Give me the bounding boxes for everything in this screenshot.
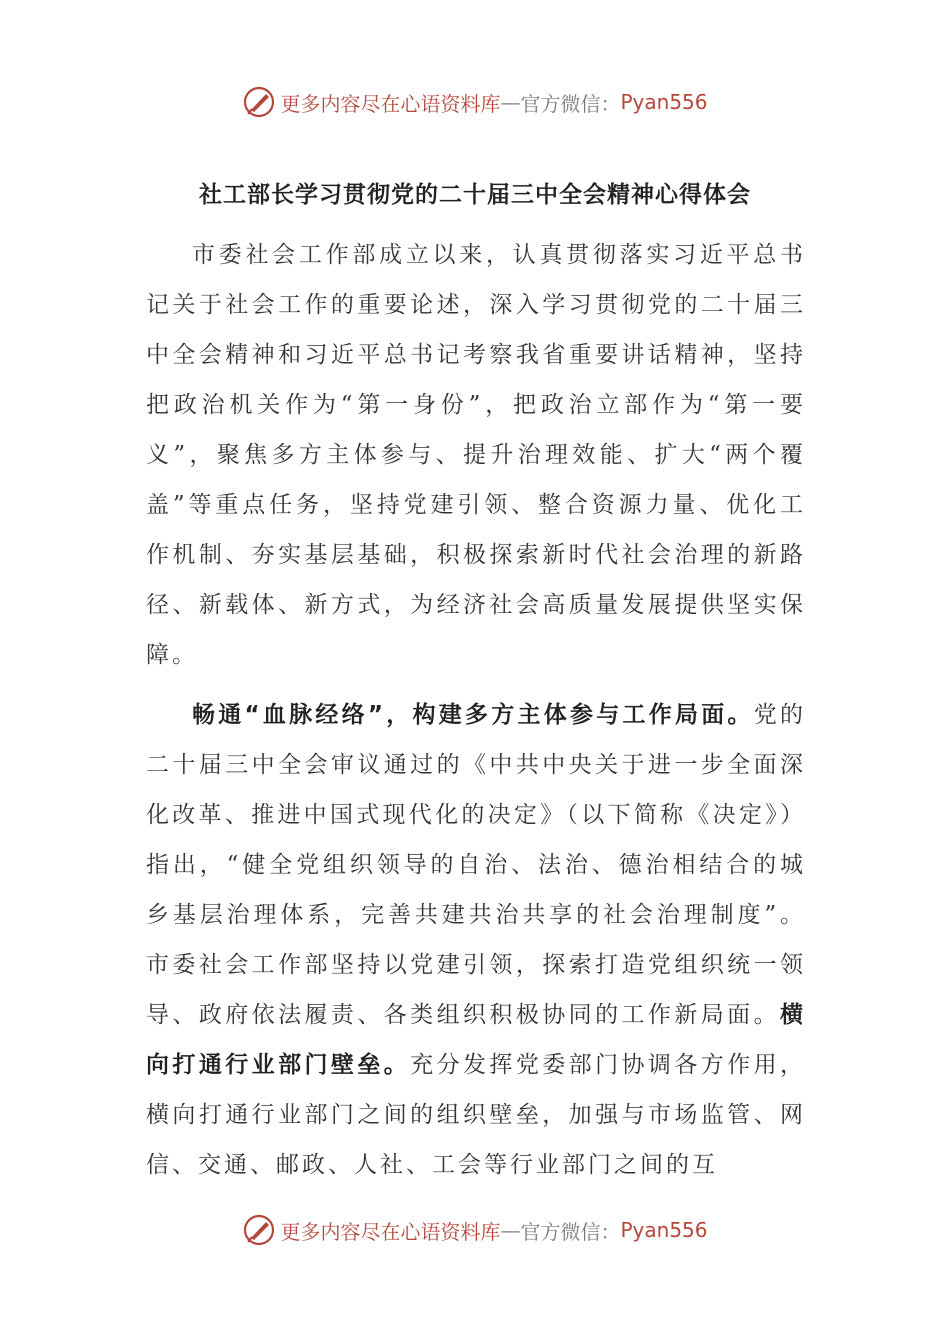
section-heading: 畅通“血脉经络”，构建多方主体参与工作局面。 — [192, 702, 754, 728]
quill-logo-icon — [242, 1213, 276, 1247]
wechat-label: 官方微信： — [520, 91, 621, 116]
quill-logo-icon — [242, 85, 276, 119]
document-title: 社工部长学习贯彻党的二十届三中全会精神心得体会 — [199, 182, 751, 208]
brand-separator: — — [500, 1218, 521, 1242]
brand-text: 更多内容尽在心语资料库 — [280, 1219, 501, 1244]
footer-watermark — [0, 1210, 950, 1250]
document-body — [146, 230, 806, 1190]
header-watermark — [0, 82, 950, 122]
brand-separator: — — [500, 90, 521, 114]
paragraph-intro-text: 市委社会工作部成立以来，认真贯彻落实习近平总书记关于社会工作的重要论述，深入学习贯彻党的二十届三中全会精神和习近平总书记考察我省重要讲话精神，坚持把政治机关作为“第一身份”，把政治立部作为“第一要义”，聚焦多方主体参与、提升治理效能、扩大“两个覆盖”等重点任务，坚持党建引领、整合资源力量、优化工作机制、夯实基层基础，积极探索新时代社会治理的新路径、新载体、新方式，为经济社会高质量发展提供坚实保障。 — [146, 242, 806, 668]
paragraph-intro — [146, 230, 806, 680]
section-subheading: 横向打通行业部门壁垒。 — [146, 1002, 806, 1078]
section-text-a: 党的二十届三中全会审议通过的《中共中央关于进一步全面深化改革、推进中国式现代化的决定》（以下简称《决定》）指出，“健全党组织领导的自治、法治、德治相结合的城乡基层治理体系，完善共建共治共享的社会治理制度”。市委社会工作部坚持以党建引领，探索打造党组织统一领导、政府依法履责、各类组织积极协同的工作新局面。 — [146, 702, 807, 1028]
wechat-id: Pyan556 — [620, 90, 708, 114]
wechat-id: Pyan556 — [620, 1218, 708, 1242]
section-text-b: 充分发挥党委部门协调各方作用，横向打通行业部门之间的组织壁垒，加强与市场监管、网信、交通、邮政、人社、工会等行业部门之间的互 — [146, 1052, 807, 1178]
wechat-label: 官方微信： — [520, 1219, 621, 1244]
paragraph-section-1 — [146, 690, 806, 1190]
brand-text: 更多内容尽在心语资料库 — [280, 91, 501, 116]
